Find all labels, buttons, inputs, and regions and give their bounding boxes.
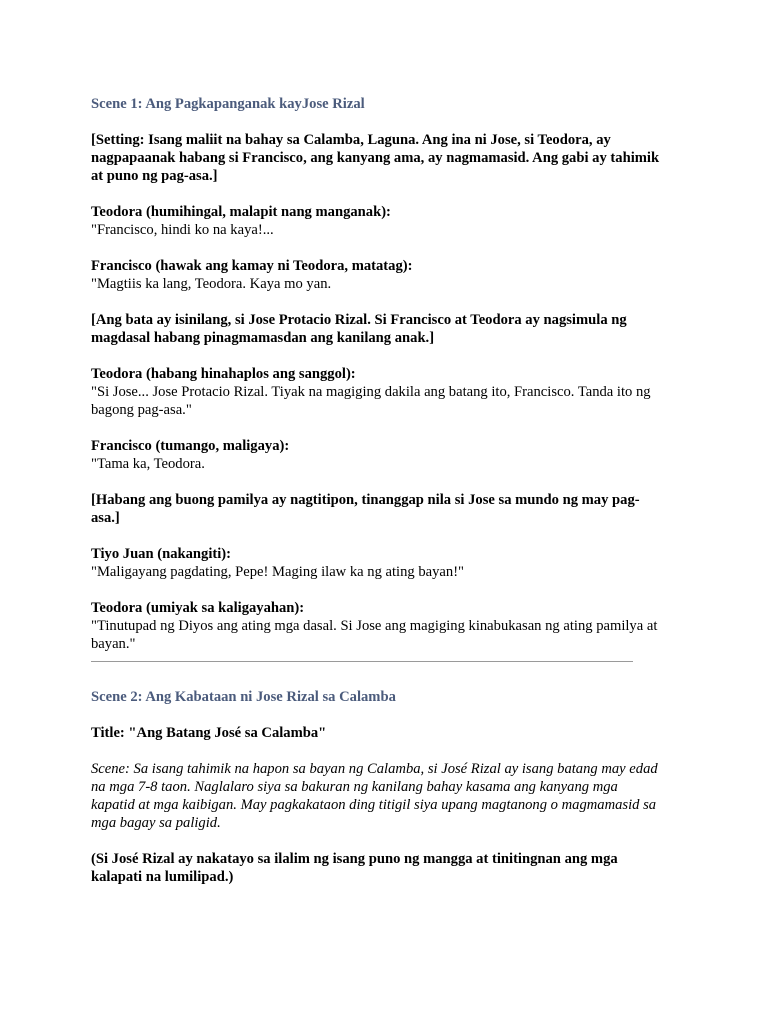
stage-line: [Ang bata ay isinilang, si Jose Protacio Rizal. Si Francisco at Teodora ay nagsimula ng: [91, 312, 627, 328]
stage-line: (Si José Rizal ay nakatayo sa ilalim ng isang puno ng mangga at tinitingnan ang mga: [91, 851, 618, 867]
speaker-label: Francisco (hawak ang kamay ni Teodora, matatag):: [91, 258, 413, 274]
scene-line: na mga 7-8 taon. Naglalaro siya sa bakuran ng kanilang bahay kasama ang kanyang mga: [91, 779, 618, 795]
scene-1-setting: [91, 131, 728, 185]
dialogue-line: bayan.": [91, 636, 136, 652]
speaker-label: Teodora (habang hinahaplos ang sanggol):: [91, 366, 356, 382]
setting-line: [Setting: Isang maliit na bahay sa Calamba, Laguna. Ang ina ni Jose, si Teodora, ay: [91, 132, 611, 148]
setting-line: nagpapaanak habang si Francisco, ang kanyang ama, ay nagmamasid. Ang gabi ay tahimik: [91, 150, 660, 166]
dialogue-line: "Tama ka, Teodora.: [91, 456, 205, 472]
stage-direction-birth: [91, 311, 728, 347]
dialogue-line: "Si Jose... Jose Protacio Rizal. Tiyak na magiging dakila ang batang ito, Francisco. Tanda ito ng: [91, 384, 651, 400]
scene-2-title: Title: "Ang Batang José sa Calamba": [91, 725, 327, 741]
speaker-label: Teodora (umiyak sa kaligayahan):: [91, 600, 305, 616]
scene-line: Scene: Sa isang tahimik na hapon sa bayan ng Calamba, si José Rizal ay isang batang may edad: [91, 761, 658, 777]
scene-line: kapatid at mga kaibigan. May pagkakataon ding titigil siya upang magtanong o magmamasid sa: [91, 797, 657, 813]
stage-line: asa.]: [91, 510, 120, 526]
speaker-label: Tiyo Juan (nakangiti):: [91, 546, 232, 562]
dialogue-line: "Francisco, hindi ko na kaya!...: [91, 222, 274, 238]
dialogue-francisco-2: [91, 437, 728, 473]
stage-direction-family: [91, 491, 728, 527]
speaker-label: Francisco (tumango, maligaya):: [91, 438, 290, 454]
speaker-label: Teodora (humihingal, malapit nang manganak):: [91, 204, 391, 220]
scene-1-heading: Scene 1: Ang Pagkapanganak kayJose Rizal: [91, 96, 365, 112]
dialogue-teodora-3: [91, 599, 728, 653]
scene-line: mga bagay sa paligid.: [91, 815, 221, 831]
dialogue-teodora-1: [91, 203, 728, 239]
stage-line: [Habang ang buong pamilya ay nagtitipon, tinanggap nila si Jose sa mundo ng may pag-: [91, 492, 640, 508]
stage-line: magdasal habang pinagmamasdan ang kanilang anak.]: [91, 330, 435, 346]
scene-2-description: [91, 760, 728, 832]
setting-line: at puno ng pag-asa.]: [91, 168, 218, 184]
stage-line: kalapati na lumilipad.): [91, 869, 234, 885]
dialogue-line: "Magtiis ka lang, Teodora. Kaya mo yan.: [91, 276, 332, 292]
dialogue-teodora-2: [91, 365, 728, 419]
scene-2-heading: Scene 2: Ang Kabataan ni Jose Rizal sa Calamba: [91, 689, 396, 705]
dialogue-line: bagong pag-asa.": [91, 402, 192, 418]
dialogue-francisco-1: [91, 257, 728, 293]
dialogue-line: "Maligayang pagdating, Pepe! Maging ilaw ka ng ating bayan!": [91, 564, 465, 580]
dialogue-tiyo-juan: [91, 545, 728, 581]
stage-direction-mango-tree: [91, 850, 728, 886]
dialogue-line: "Tinutupad ng Diyos ang ating mga dasal. Si Jose ang magiging kinabukasan ng ating pamilya at: [91, 618, 658, 634]
